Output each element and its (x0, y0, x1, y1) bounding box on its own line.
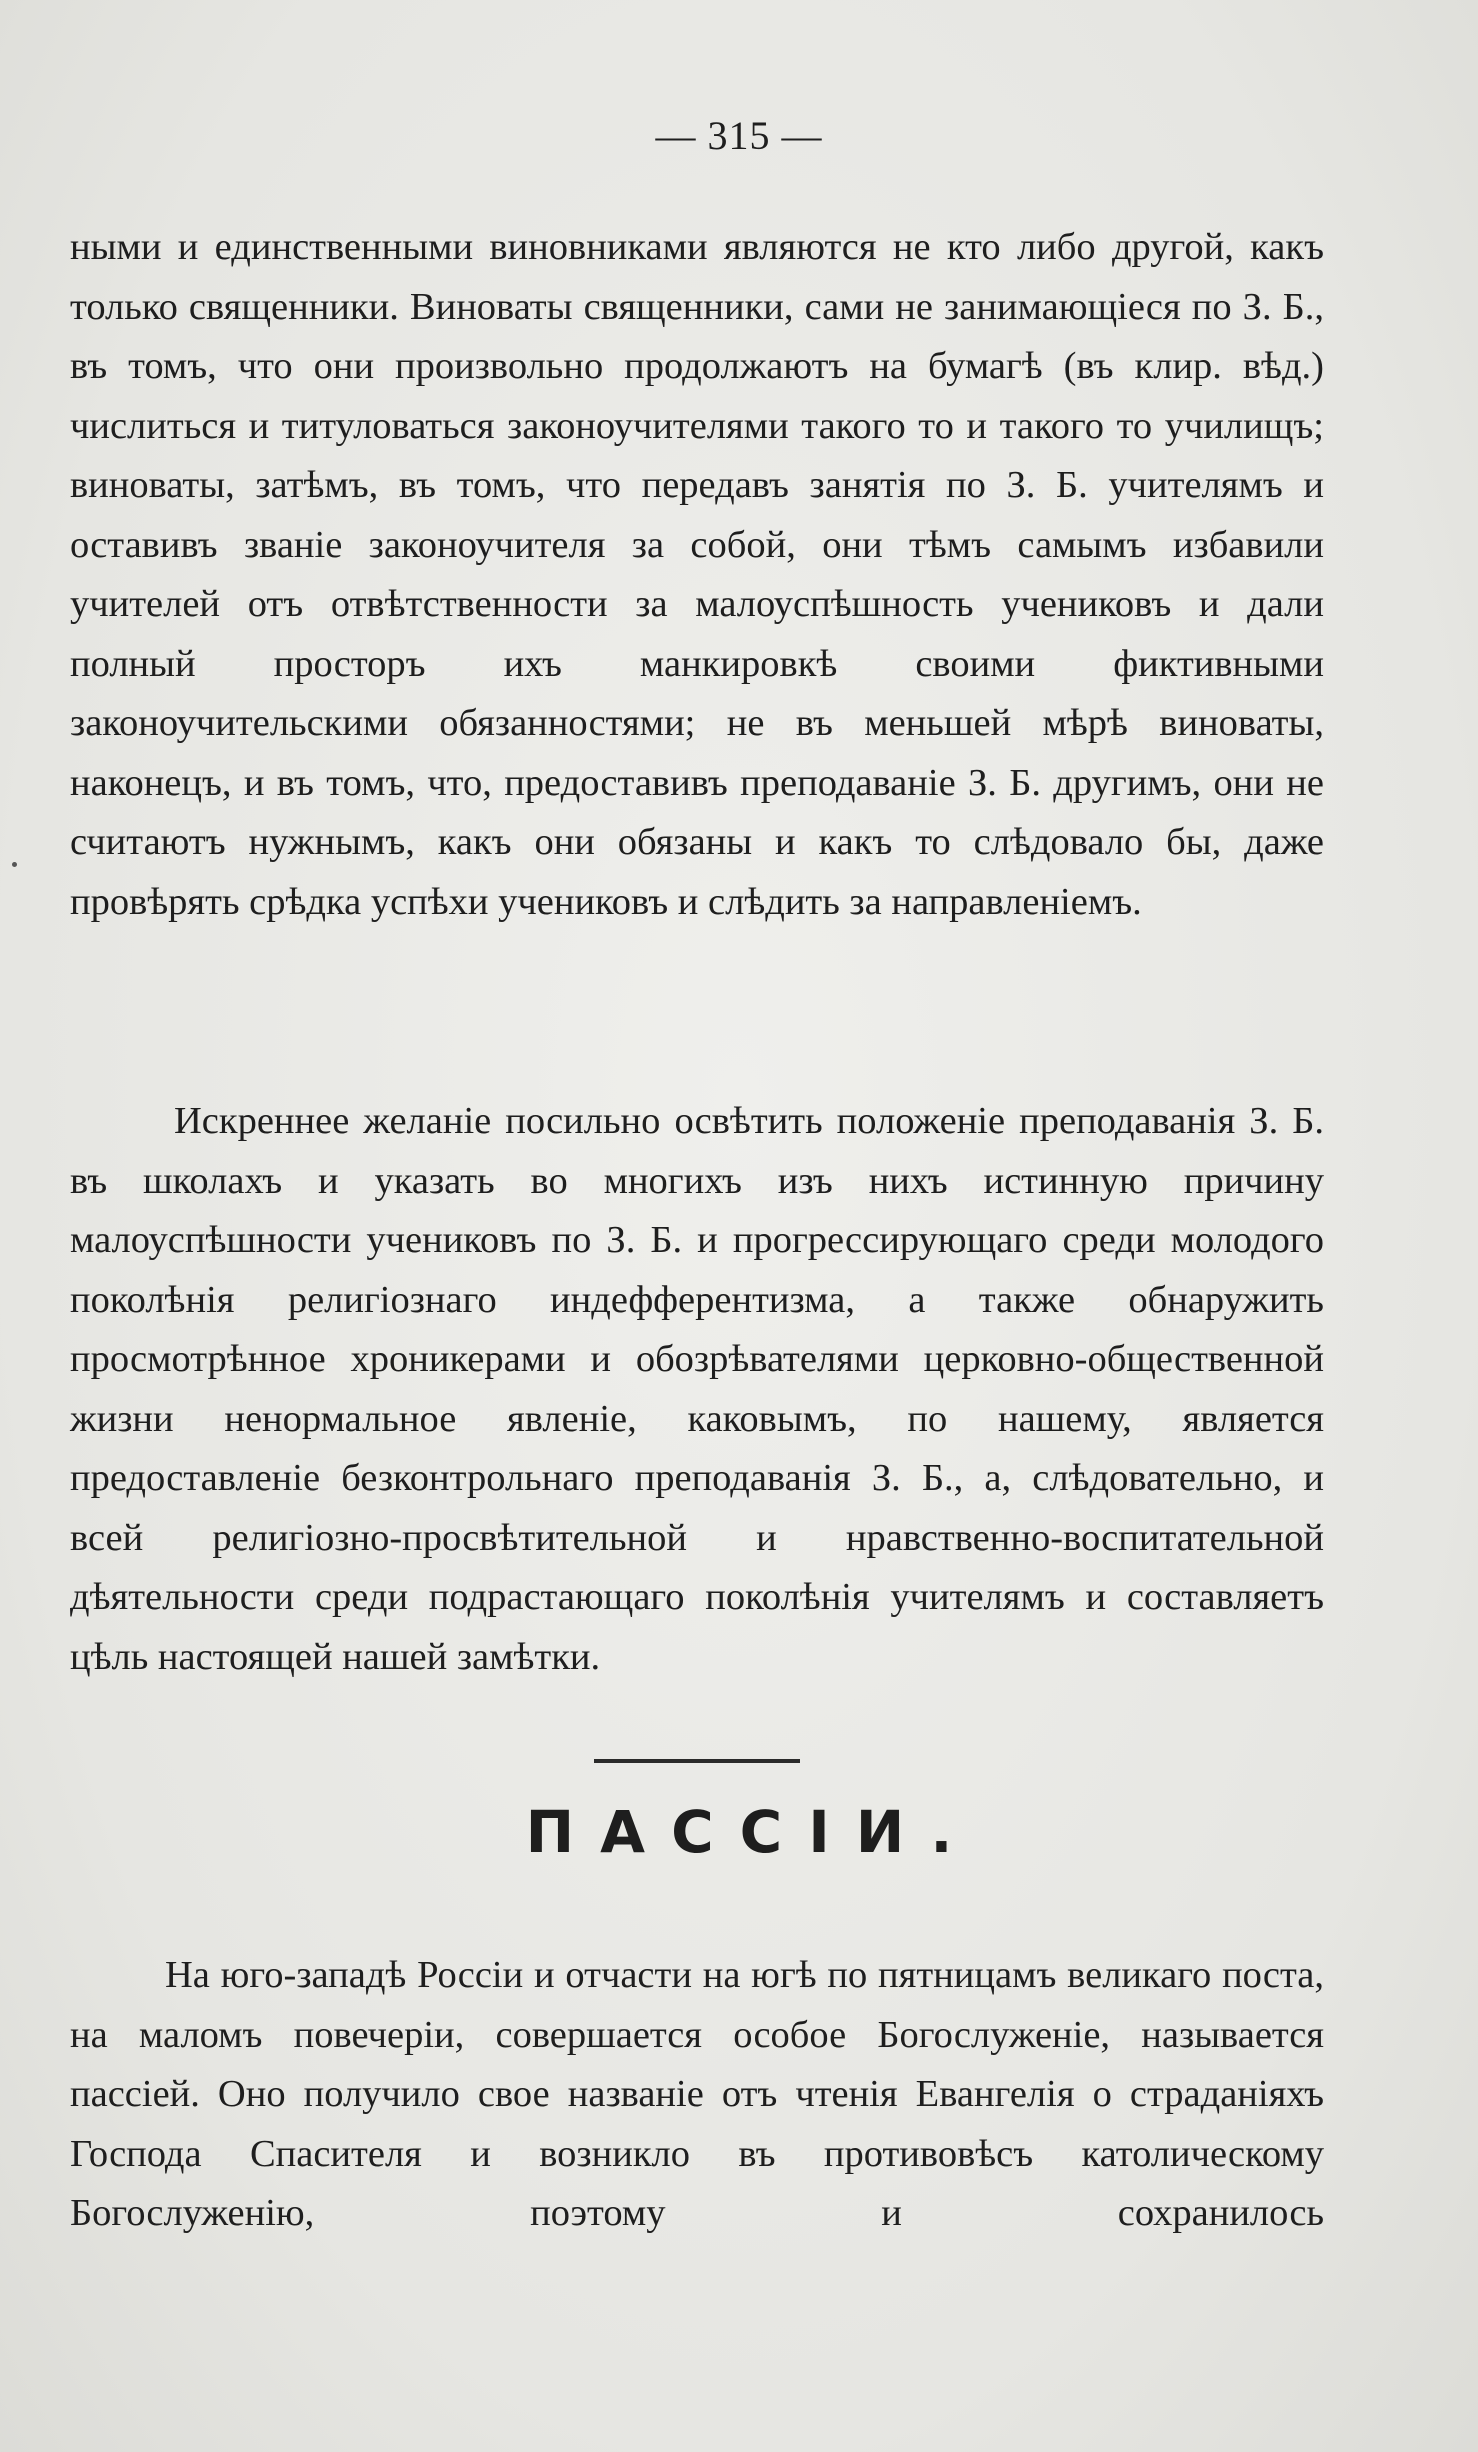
paragraph-continuation: ными и единственными виновниками являются не кто либо другой, какъ только священники. Виноваты священники, сами не занимающіеся по З. Б., въ томъ, что они произвольно продолжаютъ на бумагѣ (въ клир. вѣд.) числиться и титуловаться законоучителями такого то и такого то училищъ; виноваты, затѣмъ, въ томъ, что передавъ занятія по З. Б. учителямъ и оставивъ званіе законоучителя за собой, они тѣмъ самымъ избавили учителей отъ отвѣтственности за малоуспѣшность учениковъ и дали полный просторъ ихъ манкировкѣ своими фиктивными законоучительскими обязанностями; не въ меньшей мѣрѣ виноваты, наконецъ, и въ томъ, что, предоставивъ преподаваніе З. Б. другимъ, они не считаютъ нужнымъ, какъ они обязаны и какъ то слѣдовало бы, даже провѣрять срѣдка успѣхи учениковъ и слѣдить за направленіемъ. (70, 226, 1324, 923)
section-first-paragraph: На юго-западѣ Россіи и отчасти на югѣ по пятницамъ великаго поста, на маломъ повечеріи, совершается особое Богослуженіе, называется пассіей. Оно получило свое названіе отъ чтенія Евангелія о страданіяхъ Господа Спасителя и возникло въ противовѣсъ католическому Богослуженію, поэтому и сохранилось (70, 1954, 1324, 2234)
section-title: ПАССІИ. (525, 1798, 979, 1866)
paragraph-conclusion: Искреннее желаніе посильно освѣтить положеніе преподаванія З. Б. въ школахъ и указать во многихъ изъ нихъ истинную причину малоуспѣшности учениковъ по З. Б. и прогрессирующаго среди молодого поколѣнія религіознаго индефферентизма, а также обнаружить просмотрѣнное хроникерами и обозрѣвателями церковно-общественной жизни ненормальное явленіе, каковымъ, по нашему, является предоставленіе безконтрольнаго преподаванія З. Б., а, слѣдовательно, и всей религіозно-просвѣтительной и нравственно-воспитательной дѣятельности среди подрастающаго поколѣнія учителямъ и составляетъ цѣль настоящей нашей замѣтки. (70, 1100, 1324, 1678)
margin-mark (12, 862, 17, 867)
section-divider (594, 1759, 800, 1763)
page-number: — 315 — (655, 113, 823, 158)
